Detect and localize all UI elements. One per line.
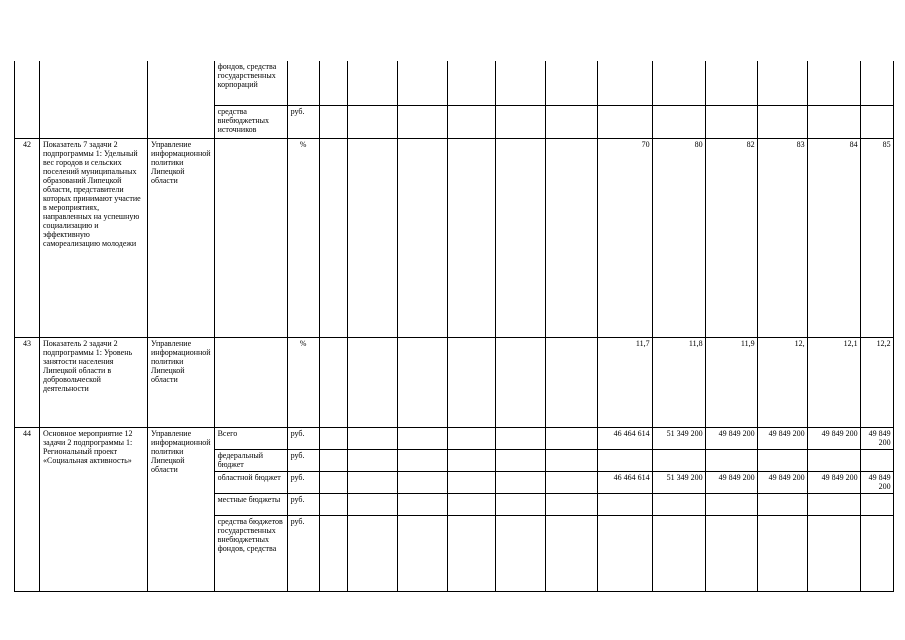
cell-num [15, 61, 40, 138]
cell-unit: руб. [287, 471, 319, 493]
cell-source: Всего [214, 427, 287, 449]
cell-value: 46 464 614 [597, 471, 652, 493]
cell-value: 49 849 200 [757, 427, 807, 449]
cell-empty [495, 515, 545, 591]
cell-value [597, 493, 652, 515]
cell-value [597, 515, 652, 591]
cell-value: 51 349 200 [652, 471, 705, 493]
cell-exec [148, 61, 215, 138]
cell-empty [319, 515, 347, 591]
cell-empty [397, 427, 447, 449]
cell-empty [319, 61, 347, 105]
cell-value: 11,9 [705, 337, 757, 427]
cell-empty [495, 105, 545, 138]
cell-value: 12, [757, 337, 807, 427]
cell-empty [545, 515, 597, 591]
cell-name: Показатель 2 задачи 2 подпрограммы 1: Уровень занятости населения Липецкой области в добровольческой деятельности [40, 337, 148, 427]
cell-unit: руб. [287, 105, 319, 138]
cell-empty [545, 337, 597, 427]
table-row [15, 337, 894, 427]
cell-value: 12,1 [807, 337, 860, 427]
cell-empty [319, 493, 347, 515]
cell-exec: Управление информационной политики Липецкой области [148, 138, 215, 337]
cell-num: 43 [15, 337, 40, 427]
cell-value: 49 849 200 [705, 427, 757, 449]
cell-name [40, 61, 148, 138]
cell-empty [447, 471, 495, 493]
cell-empty [860, 105, 893, 138]
cell-value [652, 493, 705, 515]
cell-value: 82 [705, 138, 757, 337]
cell-value: 11,7 [597, 337, 652, 427]
cell-value [860, 515, 893, 591]
cell-value [807, 493, 860, 515]
cell-empty [495, 493, 545, 515]
cell-num: 44 [15, 427, 40, 591]
cell-value: 49 849 200 [757, 471, 807, 493]
cell-empty [807, 61, 860, 105]
cell-empty [319, 471, 347, 493]
cell-value: 49 849 200 [860, 471, 893, 493]
cell-value [807, 515, 860, 591]
cell-value: 84 [807, 138, 860, 337]
cell-source: средства внебюджетных источников [214, 105, 287, 138]
cell-empty [447, 427, 495, 449]
cell-empty [397, 138, 447, 337]
cell-value: 49 849 200 [860, 427, 893, 449]
cell-empty [397, 493, 447, 515]
cell-empty [397, 471, 447, 493]
cell-source: местные бюджеты [214, 493, 287, 515]
cell-empty [447, 138, 495, 337]
cell-empty [397, 515, 447, 591]
cell-empty [597, 61, 652, 105]
cell-empty [347, 337, 397, 427]
cell-empty [447, 61, 495, 105]
table-row [15, 138, 894, 337]
cell-value [807, 449, 860, 471]
cell-value: 83 [757, 138, 807, 337]
table-row [15, 61, 894, 105]
cell-empty [545, 493, 597, 515]
cell-value [652, 515, 705, 591]
table-row [15, 427, 894, 449]
cell-empty [319, 105, 347, 138]
cell-value [705, 493, 757, 515]
cell-empty [447, 449, 495, 471]
cell-empty [347, 105, 397, 138]
cell-empty [545, 471, 597, 493]
cell-empty [447, 493, 495, 515]
cell-empty [705, 61, 757, 105]
cell-empty [447, 337, 495, 427]
cell-name: Основное мероприятие 12 задачи 2 подпрограммы 1: Региональный проект «Социальная активность» [40, 427, 148, 591]
cell-value [757, 493, 807, 515]
cell-empty [757, 61, 807, 105]
cell-empty [597, 105, 652, 138]
cell-empty [652, 61, 705, 105]
cell-value [757, 515, 807, 591]
cell-value: 46 464 614 [597, 427, 652, 449]
cell-empty [860, 61, 893, 105]
cell-name: Показатель 7 задачи 2 подпрограммы 1: Удельный вес городов и сельских поселений муниципальных образований Липецкой области, представители которых принимают участие в мероприятиях, направленных на успешную социализацию и эффективную самореализацию молодежи [40, 138, 148, 337]
cell-empty [319, 138, 347, 337]
budget-table [14, 61, 894, 592]
cell-empty [347, 138, 397, 337]
cell-empty [319, 427, 347, 449]
cell-value: 11,8 [652, 337, 705, 427]
cell-value: 70 [597, 138, 652, 337]
cell-value [705, 449, 757, 471]
cell-value: 49 849 200 [705, 471, 757, 493]
cell-empty [347, 515, 397, 591]
cell-empty [545, 138, 597, 337]
cell-empty [397, 337, 447, 427]
cell-empty [347, 427, 397, 449]
cell-value: 51 349 200 [652, 427, 705, 449]
cell-empty [347, 449, 397, 471]
cell-value: 80 [652, 138, 705, 337]
cell-empty [319, 449, 347, 471]
cell-value [652, 449, 705, 471]
cell-value: 85 [860, 138, 893, 337]
cell-value [860, 493, 893, 515]
cell-empty [397, 449, 447, 471]
cell-empty [447, 105, 495, 138]
cell-source: федеральный бюджет [214, 449, 287, 471]
cell-exec: Управление информационной политики Липецкой области [148, 337, 215, 427]
cell-empty [495, 138, 545, 337]
cell-unit [287, 61, 319, 105]
cell-value [597, 449, 652, 471]
cell-empty [807, 105, 860, 138]
cell-empty [545, 105, 597, 138]
cell-value [757, 449, 807, 471]
cell-empty [545, 427, 597, 449]
cell-source [214, 138, 287, 337]
cell-source [214, 337, 287, 427]
cell-empty [347, 493, 397, 515]
cell-empty [347, 471, 397, 493]
cell-source: областной бюджет [214, 471, 287, 493]
cell-empty [447, 515, 495, 591]
cell-source: фондов, средства государственных корпораций [214, 61, 287, 105]
cell-empty [495, 61, 545, 105]
cell-empty [347, 61, 397, 105]
cell-empty [495, 449, 545, 471]
cell-empty [495, 337, 545, 427]
cell-unit: % [287, 138, 319, 337]
cell-unit: % [287, 337, 319, 427]
cell-value: 12,2 [860, 337, 893, 427]
cell-empty [397, 61, 447, 105]
cell-exec: Управление информационной политики Липецкой области [148, 427, 215, 591]
cell-empty [757, 105, 807, 138]
cell-value: 49 849 200 [807, 427, 860, 449]
cell-unit: руб. [287, 493, 319, 515]
cell-value [705, 515, 757, 591]
cell-value: 49 849 200 [807, 471, 860, 493]
cell-empty [495, 427, 545, 449]
cell-empty [652, 105, 705, 138]
cell-value [860, 449, 893, 471]
cell-empty [397, 105, 447, 138]
cell-empty [545, 61, 597, 105]
cell-unit: руб. [287, 515, 319, 591]
cell-source: средства бюджетов государственных внебюджетных фондов, средства [214, 515, 287, 591]
cell-empty [319, 337, 347, 427]
cell-num: 42 [15, 138, 40, 337]
cell-empty [495, 471, 545, 493]
cell-empty [545, 449, 597, 471]
cell-unit: руб. [287, 449, 319, 471]
cell-unit: руб. [287, 427, 319, 449]
cell-empty [705, 105, 757, 138]
